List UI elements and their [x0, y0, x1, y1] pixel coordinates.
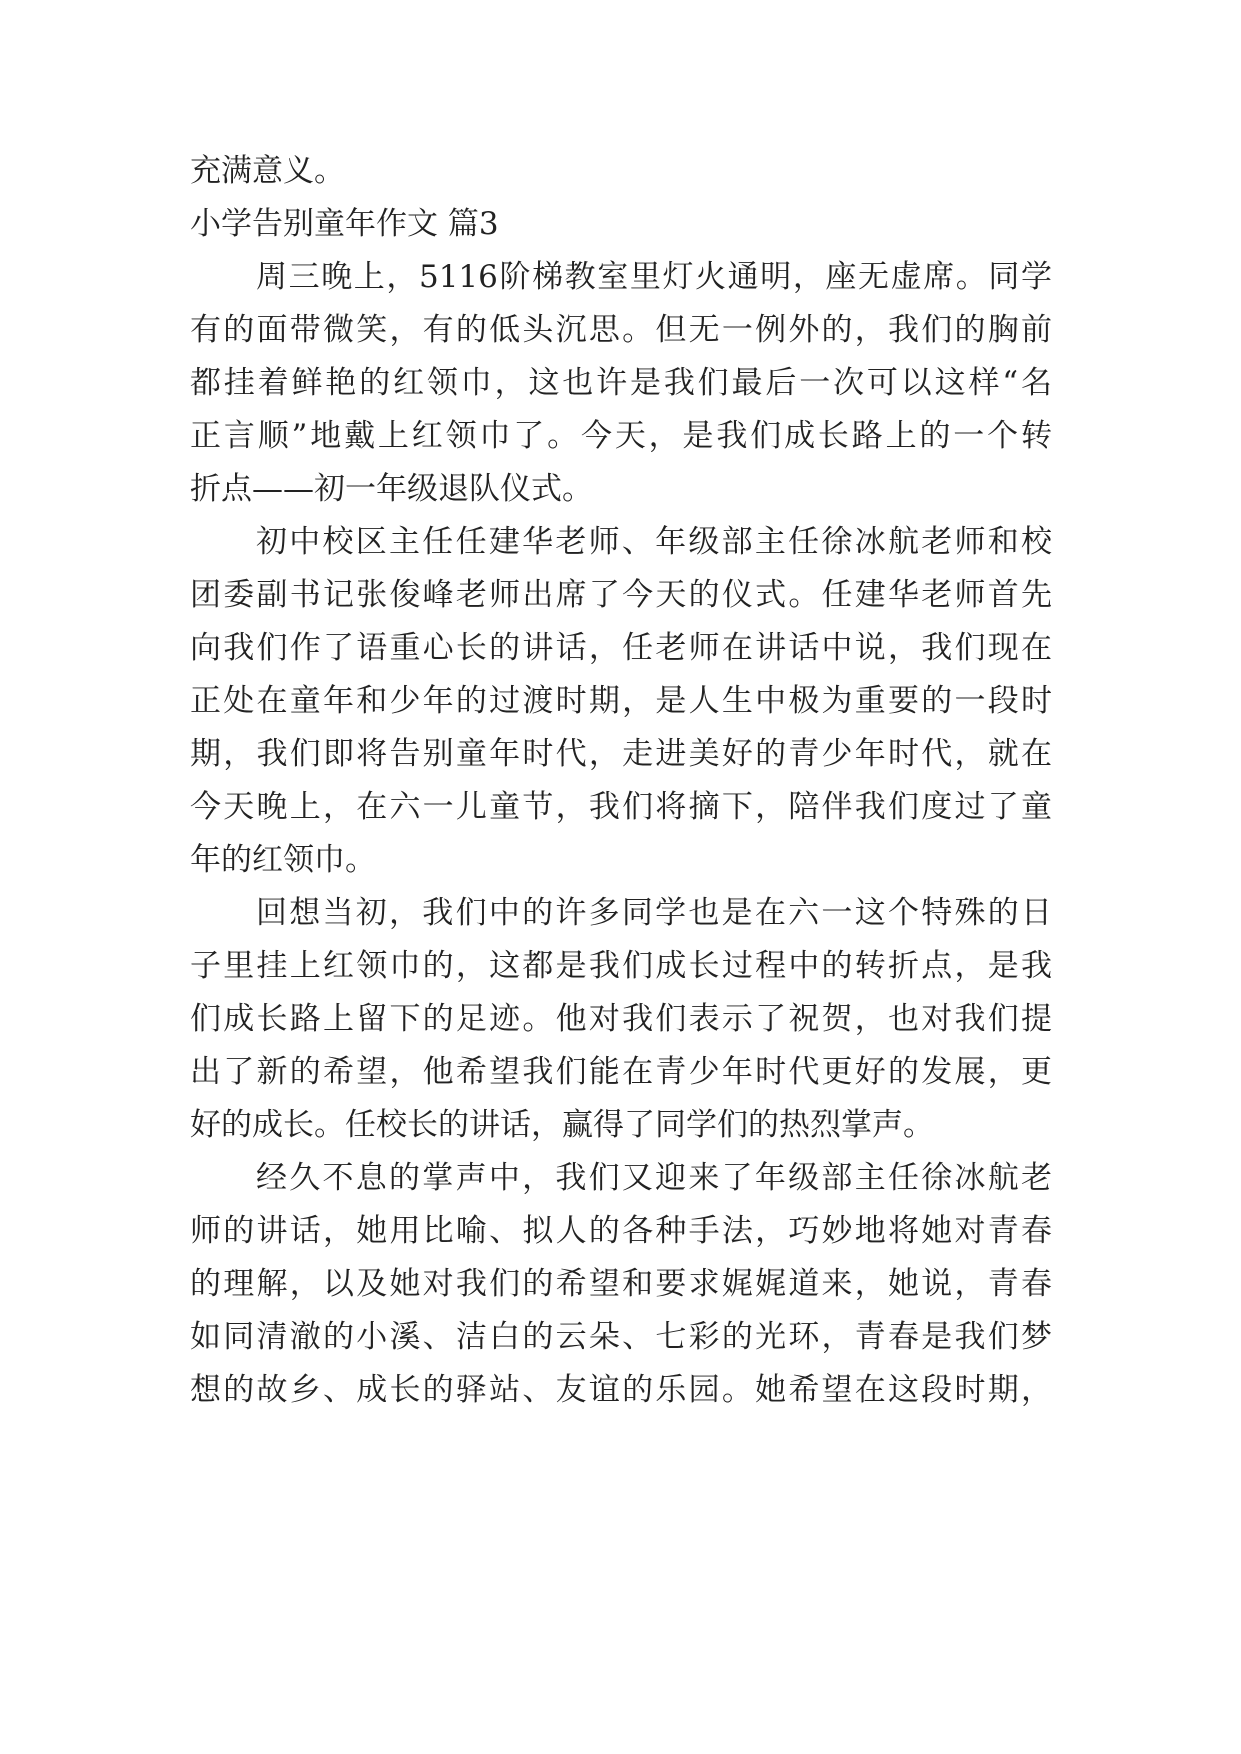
text-line-continuation: 充满意义。 — [190, 153, 345, 189]
paragraph-1-line: 折点——初一年级退队仪式。 — [190, 471, 593, 507]
paragraph-1-line: 正言顺”地戴上红领巾了。今天，是我们成长路上的一个转 — [190, 418, 1052, 454]
paragraph-3-line: 们成长路上留下的足迹。他对我们表示了祝贺，也对我们提 — [190, 1001, 1052, 1037]
paragraph-2-line: 年的红领巾。 — [190, 842, 376, 878]
paragraph-3-line: 回想当初，我们中的许多同学也是在六一这个特殊的日 — [256, 895, 1052, 931]
paragraph-1-line: 周三晚上，5116阶梯教室里灯火通明，座无虚席。同学 — [256, 259, 1052, 295]
paragraph-4-line: 如同清澈的小溪、洁白的云朵、七彩的光环，青春是我们梦 — [190, 1319, 1052, 1355]
paragraph-4-line: 经久不息的掌声中，我们又迎来了年级部主任徐冰航老 — [256, 1160, 1052, 1196]
paragraph-3-line: 出了新的希望，他希望我们能在青少年时代更好的发展，更 — [190, 1054, 1052, 1090]
paragraph-3-line: 子里挂上红领巾的，这都是我们成长过程中的转折点，是我 — [190, 948, 1052, 984]
paragraph-4-line: 想的故乡、成长的驿站、友谊的乐园。她希望在这段时期， — [190, 1372, 1052, 1408]
paragraph-2-line: 正处在童年和少年的过渡时期，是人生中极为重要的一段时 — [190, 683, 1052, 719]
paragraph-3-line: 好的成长。任校长的讲话，赢得了同学们的热烈掌声。 — [190, 1107, 934, 1143]
paragraph-2-line: 今天晚上，在六一儿童节，我们将摘下，陪伴我们度过了童 — [190, 789, 1052, 825]
paragraph-1-line: 都挂着鲜艳的红领巾，这也许是我们最后一次可以这样“名 — [190, 365, 1052, 401]
paragraph-2-line: 初中校区主任任建华老师、年级部主任徐冰航老师和校 — [256, 524, 1052, 560]
paragraph-2-line: 向我们作了语重心长的讲话，任老师在讲话中说，我们现在 — [190, 630, 1052, 666]
paragraph-4-line: 的理解，以及她对我们的希望和要求娓娓道来，她说，青春 — [190, 1266, 1052, 1302]
paragraph-4-line: 师的讲话，她用比喻、拟人的各种手法，巧妙地将她对青春 — [190, 1213, 1052, 1249]
paragraph-2-line: 团委副书记张俊峰老师出席了今天的仪式。任建华老师首先 — [190, 577, 1052, 613]
section-heading: 小学告别童年作文 篇3 — [190, 206, 499, 242]
paragraph-2-line: 期，我们即将告别童年时代，走进美好的青少年时代，就在 — [190, 736, 1052, 772]
paragraph-1-line: 有的面带微笑，有的低头沉思。但无一例外的，我们的胸前 — [190, 312, 1052, 348]
